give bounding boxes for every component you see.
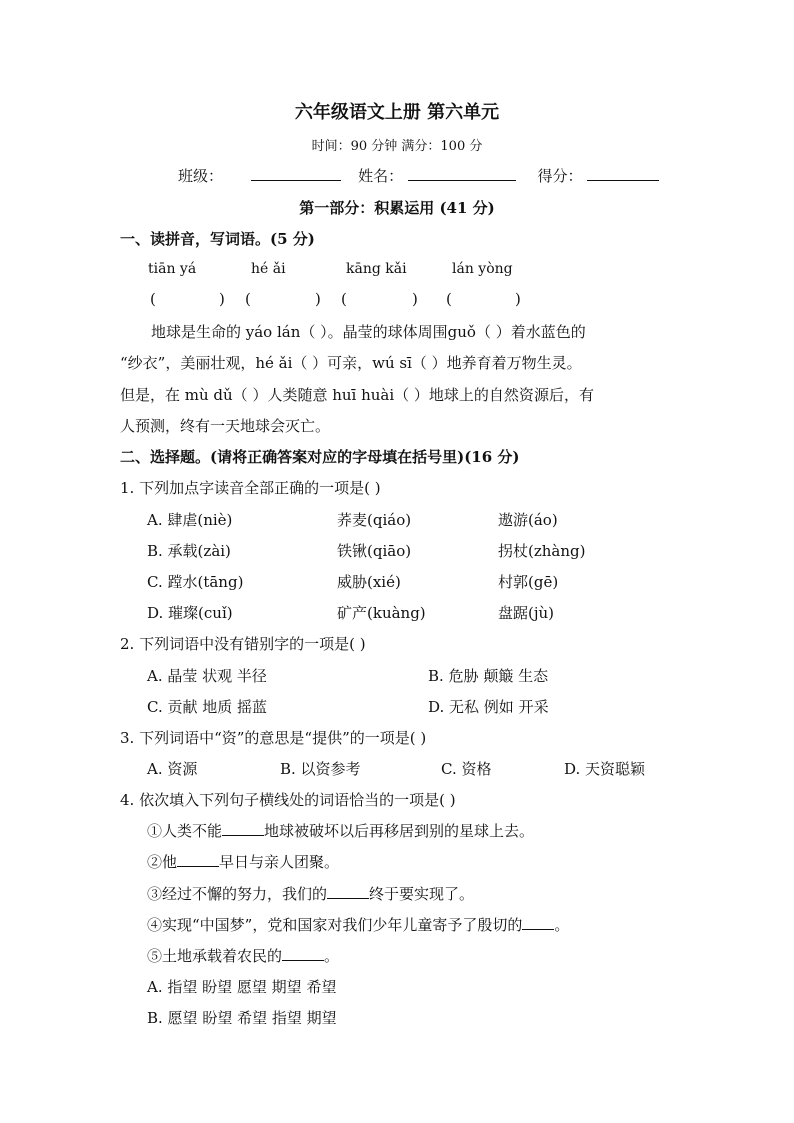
- q1-option-a-1: A. 肆虐(niè): [147, 511, 233, 529]
- answer-blank-3[interactable]: [351, 290, 407, 308]
- passage-line-3: 但是，在 mù dǔ（ ）人类随意 huī huài（ ）地球上的自然资源后，有: [120, 386, 594, 404]
- q4-blank-1[interactable]: [222, 823, 264, 836]
- q1-option-a-3: 遨游(áo): [498, 511, 558, 529]
- q1-option-b-2: 铁锹(qiāo): [337, 542, 412, 560]
- question-4-stem: 4. 依次填入下列句子横线处的词语恰当的一项是( ): [120, 791, 456, 809]
- q1-option-a-2: 荞麦(qiáo): [337, 511, 412, 529]
- q4-sentence-1: [147, 820, 534, 841]
- q1-option-c-3: 村郭(gē): [498, 573, 559, 591]
- q4-sentence-5-before: ⑤土地承载着农民的: [147, 947, 283, 965]
- pinyin-4: lán yòng: [452, 261, 513, 277]
- answer-blank-2[interactable]: [255, 290, 311, 308]
- exam-meta: 时间：90 分钟 满分：100 分: [311, 139, 483, 154]
- section2-heading: 二、选择题。(请将正确答案对应的字母填在括号里)(16 分): [120, 448, 520, 466]
- q4-sentence-5: [147, 945, 339, 966]
- q4-blank-2[interactable]: [177, 854, 219, 867]
- question-2-stem: 2. 下列词语中没有错别字的一项是( ): [120, 635, 366, 653]
- q4-sentence-2-after: 早日与亲人团聚。: [219, 853, 340, 871]
- q1-option-c-2: 威胁(xié): [337, 573, 401, 591]
- student-info-row: [178, 165, 659, 186]
- q3-option-a: A. 资源: [147, 760, 198, 778]
- q4-blank-4[interactable]: [522, 917, 554, 930]
- part-heading: 第一部分：积累运用 (41 分): [299, 199, 495, 217]
- q3-option-b: B. 以资参考: [280, 760, 361, 778]
- class-blank[interactable]: [251, 166, 341, 181]
- class-label: 班级：: [178, 167, 224, 185]
- answer-paren-1-close: ): [219, 290, 225, 308]
- q1-option-d-1: D. 璀璨(cuǐ): [147, 604, 233, 622]
- q2-option-c: C. 贡献 地质 摇蓝: [147, 698, 268, 716]
- q4-sentence-2-before: ②他: [147, 853, 178, 871]
- answer-paren-4-close: ): [515, 290, 521, 308]
- score-label: 得分：: [537, 167, 583, 185]
- q3-option-c: C. 资格: [441, 760, 492, 778]
- answer-paren-2-close: ): [315, 290, 321, 308]
- q4-blank-5[interactable]: [282, 948, 324, 961]
- q4-sentence-3-after: 终于要实现了。: [369, 885, 475, 903]
- answer-paren-4-open: (: [446, 290, 452, 308]
- passage-line-4: 人预测，终有一天地球会灭亡。: [120, 417, 331, 435]
- q2-option-a: A. 晶莹 状观 半径: [147, 667, 267, 685]
- q4-sentence-4-after: 。: [554, 916, 570, 934]
- score-blank[interactable]: [587, 166, 659, 181]
- name-label: 姓名：: [358, 167, 404, 185]
- answer-blank-4[interactable]: [456, 290, 512, 308]
- answer-paren-3-open: (: [341, 290, 347, 308]
- q4-blank-3[interactable]: [327, 886, 369, 899]
- question-3-stem: 3. 下列词语中“资”的意思是“提供”的一项是( ): [120, 729, 427, 747]
- q1-option-c-1: C. 蹚水(tāng): [147, 573, 244, 591]
- pinyin-1: tiān yá: [148, 261, 197, 277]
- q4-sentence-1-before: ①人类不能: [147, 822, 223, 840]
- pinyin-3: kāng kǎi: [346, 261, 407, 277]
- q4-sentence-1-after: 地球被破坏以后再移居到别的星球上去。: [264, 822, 535, 840]
- passage-line-1: 地球是生命的 yáo lán（ ）。晶莹的球体周围guǒ（ ）着水蓝色的: [151, 323, 586, 341]
- q1-option-b-1: B. 承载(zài): [147, 542, 231, 560]
- pinyin-2: hé ǎi: [251, 261, 286, 277]
- q4-sentence-2: [147, 851, 339, 872]
- q1-option-d-3: 盘踞(jù): [498, 604, 555, 622]
- q3-option-d: D. 天资聪颖: [564, 760, 646, 778]
- q4-sentence-3: [147, 883, 474, 904]
- q4-sentence-4: [147, 914, 569, 935]
- answer-paren-3-close: ): [412, 290, 418, 308]
- q4-option-b: B. 愿望 盼望 希望 指望 期望: [147, 1009, 337, 1027]
- answer-paren-1-open: (: [150, 290, 156, 308]
- q1-option-d-2: 矿产(kuàng): [337, 604, 426, 622]
- q1-option-b-3: 拐杖(zhàng): [498, 542, 586, 560]
- answer-blank-1[interactable]: [160, 290, 216, 308]
- q4-sentence-5-after: 。: [324, 947, 340, 965]
- q4-sentence-4-before: ④实现“中国梦”，党和国家对我们少年儿童寄予了殷切的: [147, 916, 523, 934]
- question-1-stem: 1. 下列加点字读音全部正确的一项是( ): [120, 479, 381, 497]
- page-title: 六年级语文上册 第六单元: [294, 102, 500, 123]
- passage-line-2: “纱衣”，美丽壮观，hé ǎi（ ）可亲，wú sī（ ）地养育着万物生灵。: [120, 354, 582, 372]
- q2-option-b: B. 危胁 颠簸 生态: [428, 667, 549, 685]
- answer-paren-2-open: (: [245, 290, 251, 308]
- section1-heading: 一、读拼音，写词语。(5 分): [120, 230, 315, 248]
- q2-option-d: D. 无私 例如 开采: [428, 698, 549, 716]
- q4-option-a: A. 指望 盼望 愿望 期望 希望: [147, 978, 337, 996]
- name-blank[interactable]: [408, 166, 516, 181]
- q4-sentence-3-before: ③经过不懈的努力，我们的: [147, 885, 328, 903]
